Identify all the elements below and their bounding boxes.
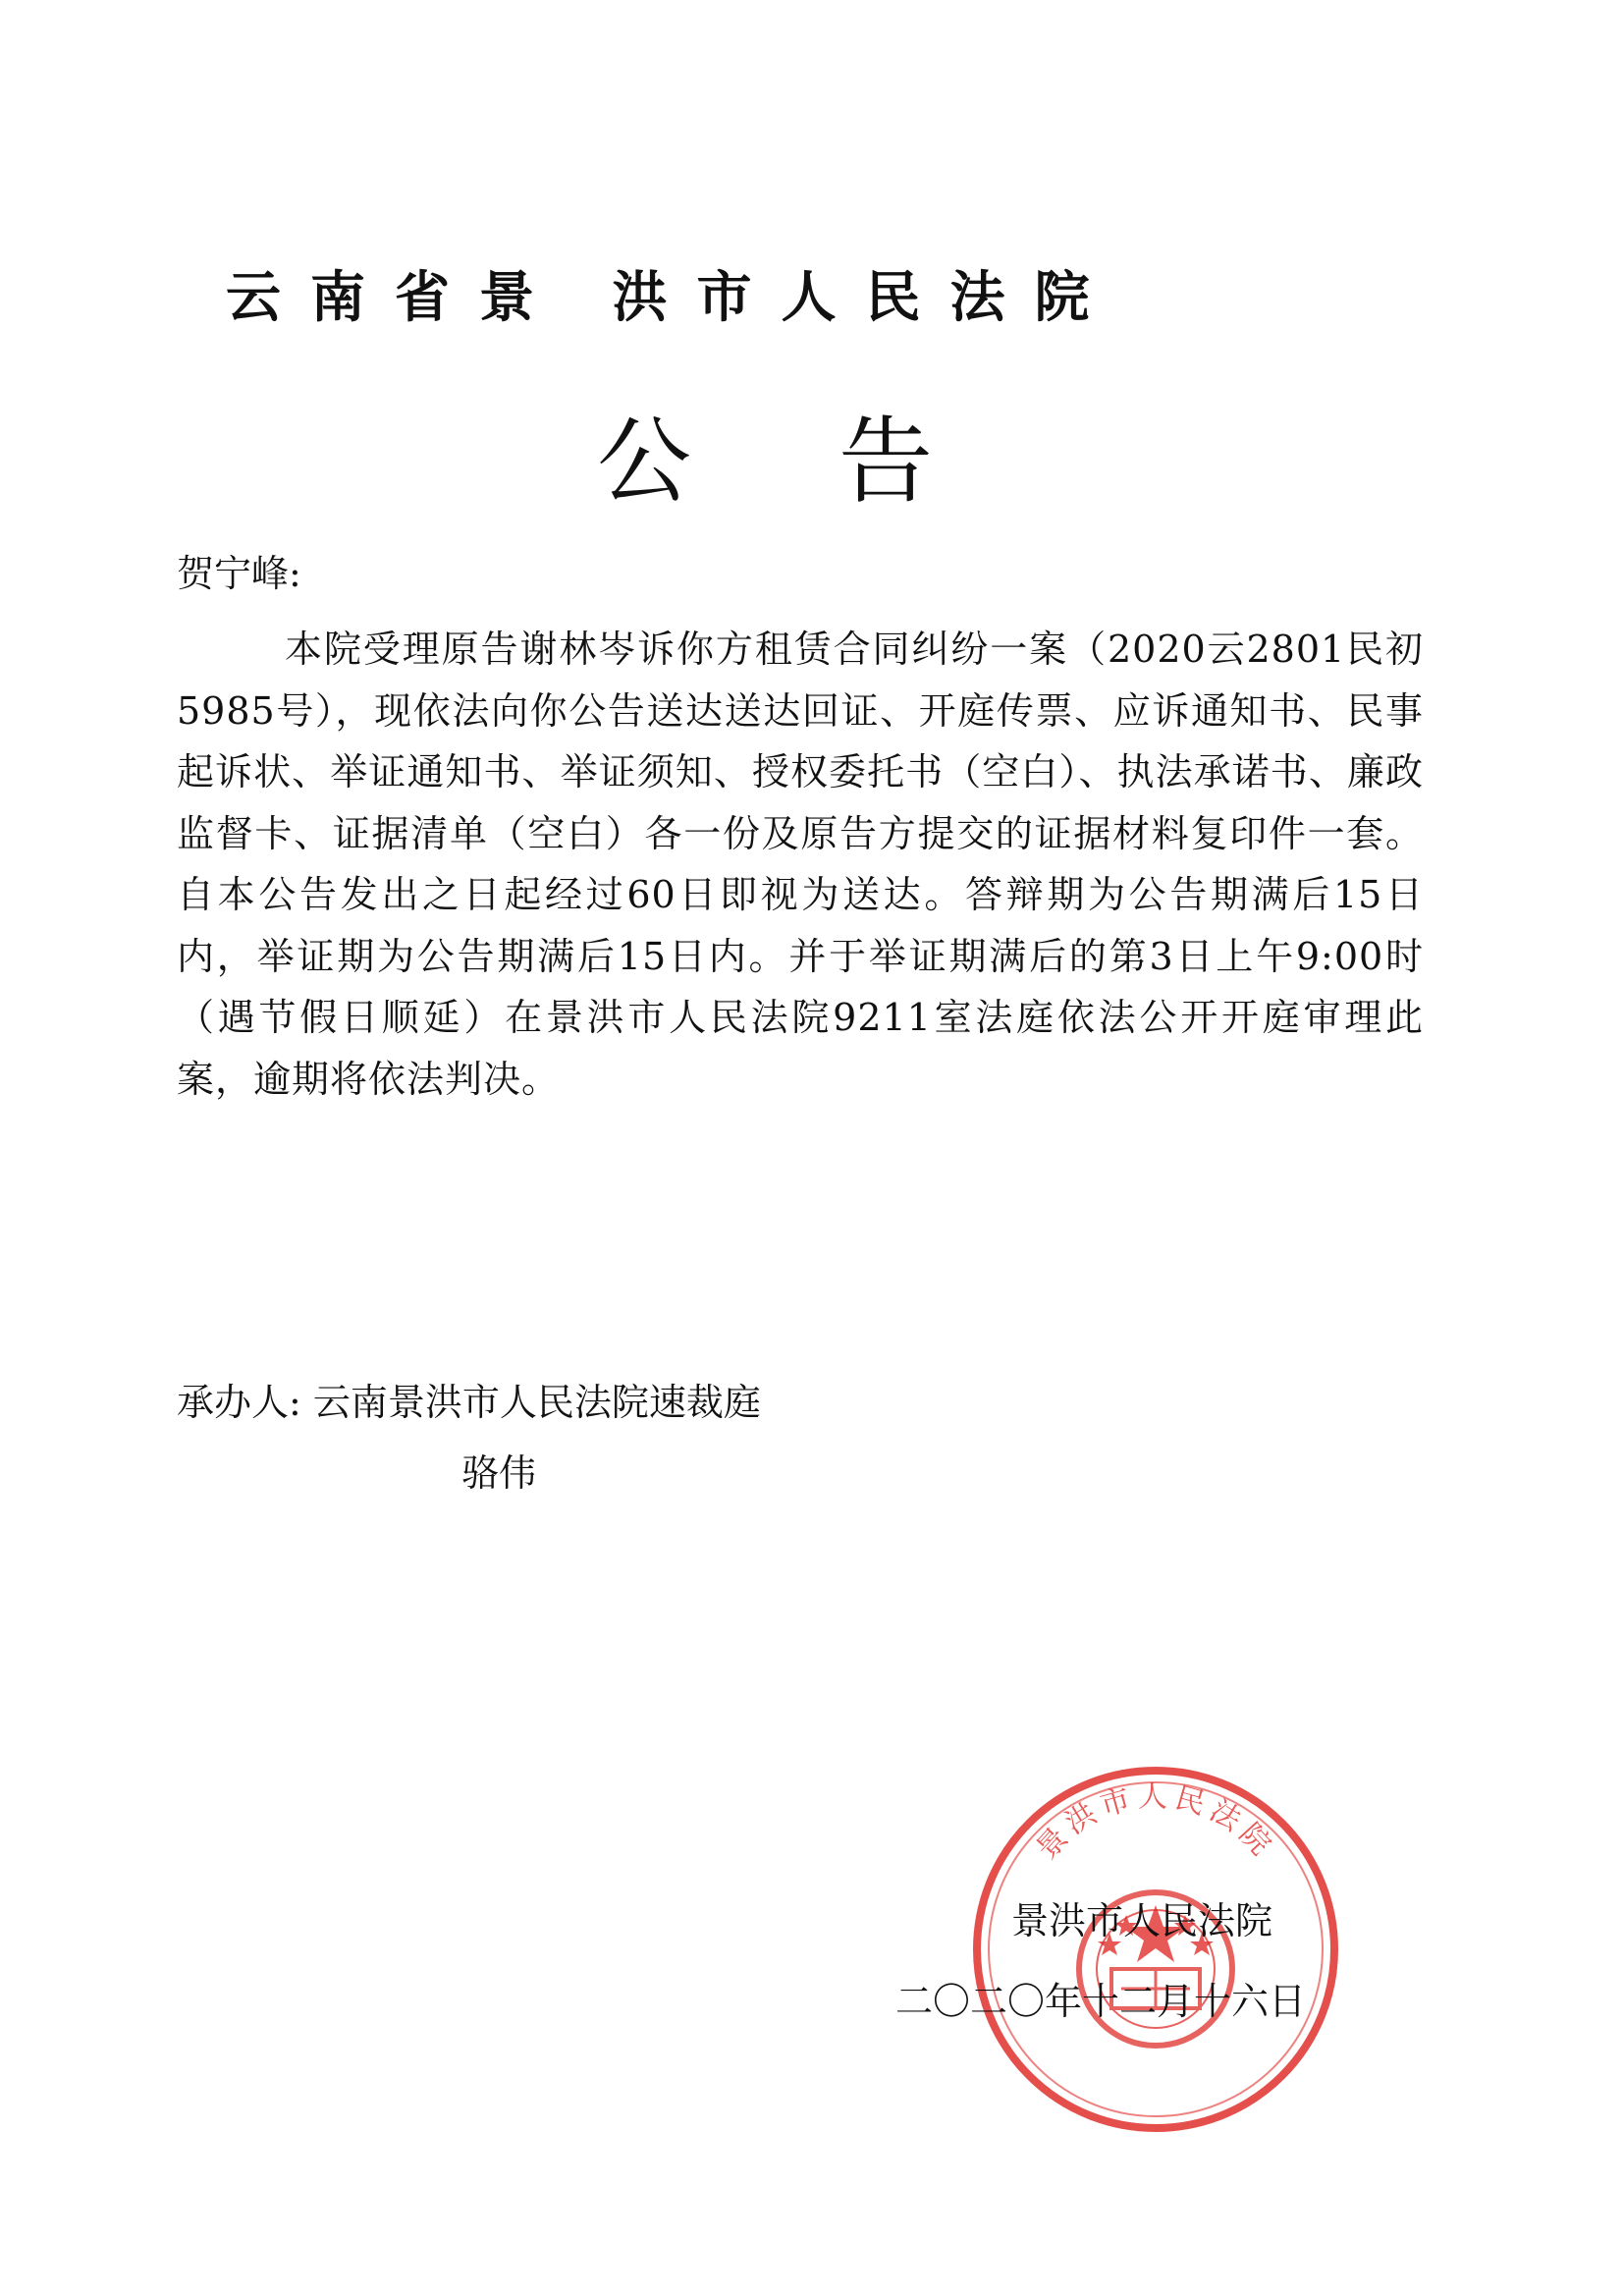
signature-date: 二〇二〇年十二月十六日 xyxy=(895,1980,1307,2023)
document-title: 公告 xyxy=(597,407,1080,517)
court-title: 云南省景 洪市人民法院 xyxy=(226,265,1119,330)
seal-text: 景洪市人民法院 xyxy=(1029,1779,1282,1867)
handler-name: 骆伟 xyxy=(461,1451,537,1495)
addressee: 贺宁峰: xyxy=(177,552,301,595)
court-seal xyxy=(964,1758,1347,2141)
handler-line: 承办人: 云南景洪市人民法院速裁庭 xyxy=(177,1381,761,1424)
notice-body: 本院受理原告谢林岑诉你方租赁合同纠纷一案（2020云2801民初5985号），现依法向你公告送达送达回证、开庭传票、应诉通知书、民事起诉状、举证通知书、举证须知、授权委托书（空白）、执法承诺书、廉政监督卡、证据清单（空白）各一份及原告方提交的证据材料复印件一套。自本公告发出之日起经过60日即视为送达。答辩期为公告期满后15日内，举证期为公告期满后15日内。并于举证期满后的第3日上午9:00时（遇节假日顺延）在景洪市人民法院9211室法庭依法公开开庭审理此案，逾期将依法判决。 xyxy=(177,628,1424,1101)
signature-court: 景洪市人民法院 xyxy=(1011,1899,1273,1942)
